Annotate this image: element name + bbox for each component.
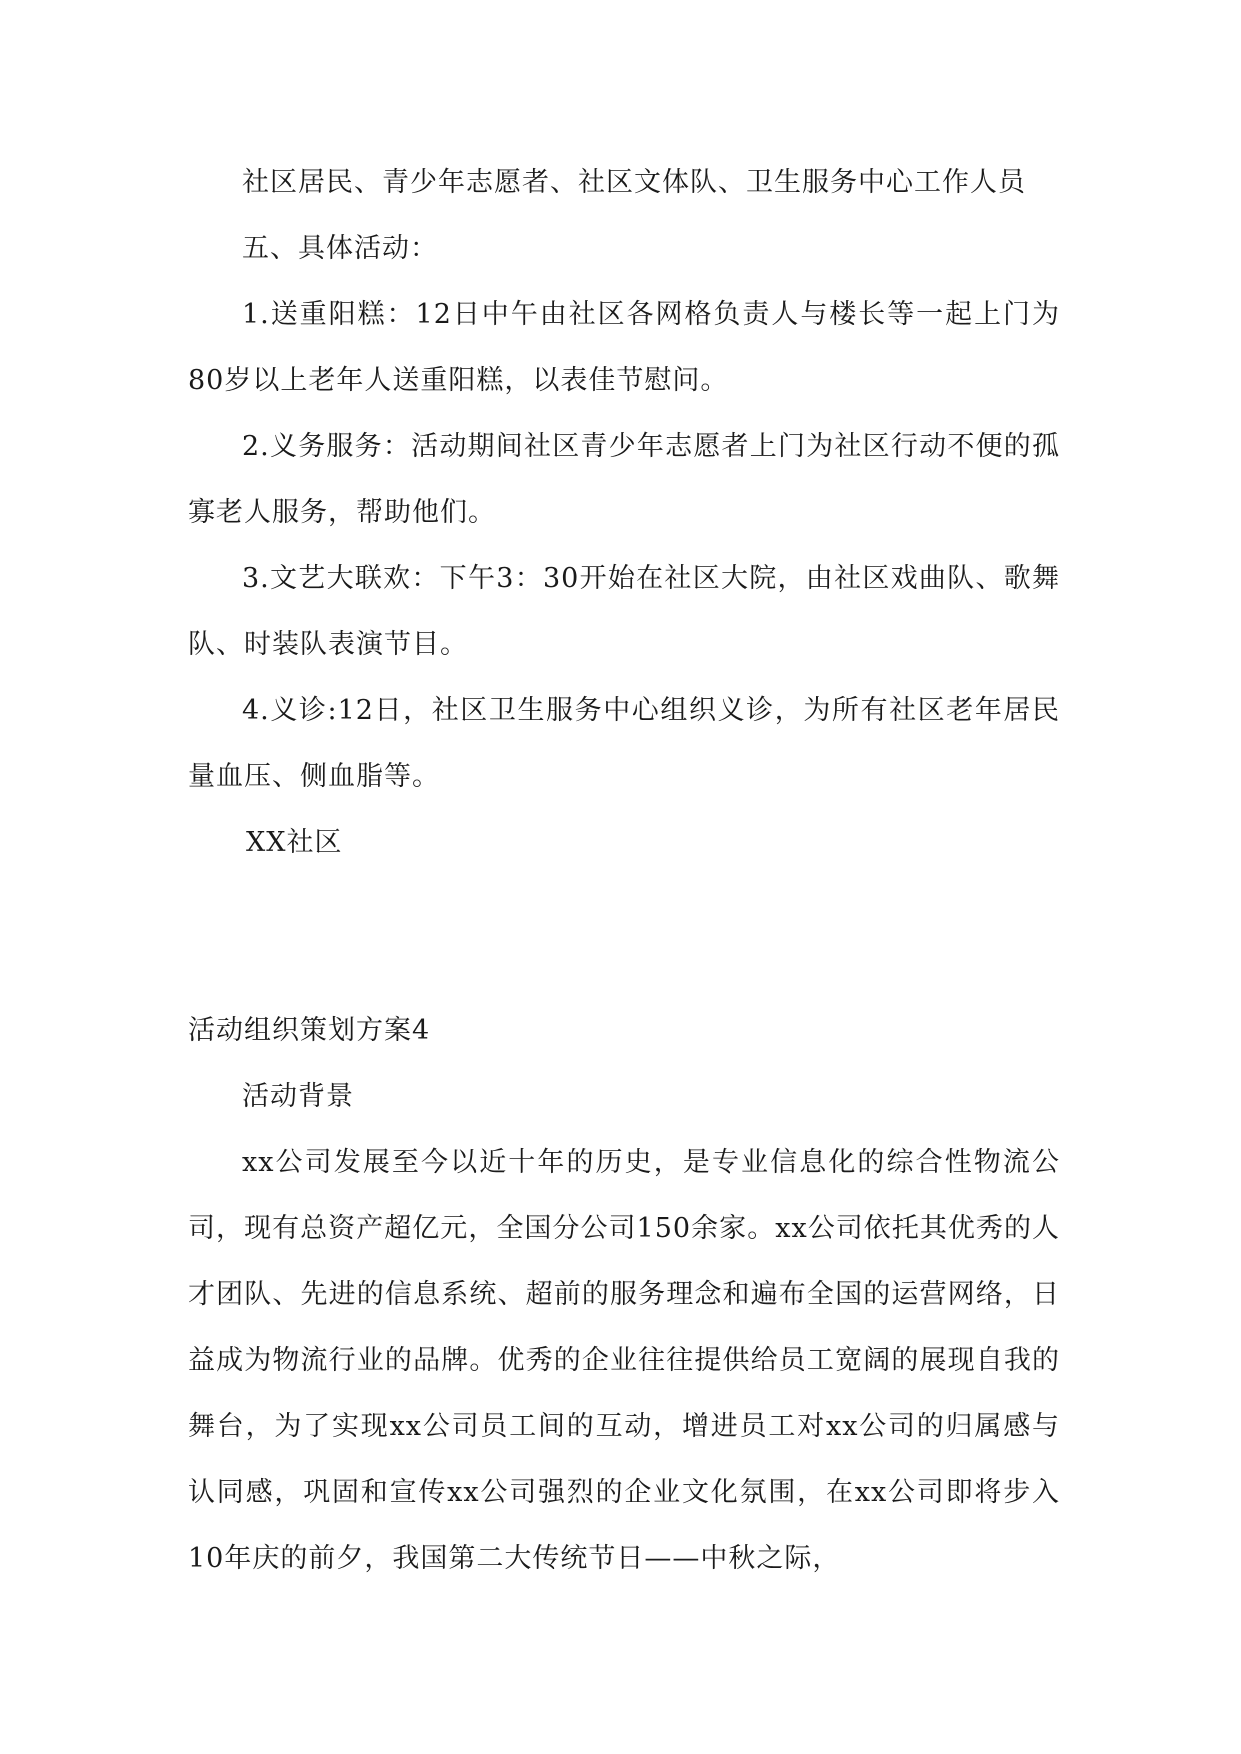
activity-details-section: [188, 150, 1060, 876]
activities-heading: 五、具体活动：: [242, 233, 438, 264]
activity-item-1: 1.送重阳糕：12日中午由社区各网格负责人与楼长等一起上门为80岁以上老年人送重阳糕，以表佳节慰问。: [188, 299, 1060, 396]
section-subheading: 活动背景: [242, 1081, 354, 1112]
activity-item-3: 3.文艺大联欢：下午3：30开始在社区大院，由社区戏曲队、歌舞队、时装队表演节目。: [188, 563, 1060, 660]
plan-four-section: [188, 998, 1060, 1592]
participants-line: 社区居民、青少年志愿者、社区文体队、卫生服务中心工作人员: [242, 167, 1026, 198]
signature-line: XX社区: [246, 827, 343, 858]
section-title: 活动组织策划方案4: [188, 1015, 431, 1046]
activity-item-4: 4.义诊:12日，社区卫生服务中心组织义诊，为所有社区老年居民量血压、侧血脂等。: [188, 695, 1060, 792]
activity-item-2: 2.义务服务：活动期间社区青少年志愿者上门为社区行动不便的孤寡老人服务，帮助他们。: [188, 431, 1060, 528]
background-paragraph: xx公司发展至今以近十年的历史，是专业信息化的综合性物流公司，现有总资产超亿元，全国分公司150余家。xx公司依托其优秀的人才团队、先进的信息系统、超前的服务理念和遍布全国的运营网络，日益成为物流行业的品牌。优秀的企业往往提供给员工宽阔的展现自我的舞台，为了实现xx公司员工间的互动，增进员工对xx公司的归属感与认同感，巩固和宣传xx公司强烈的企业文化氛围，在xx公司即将步入10年庆的前夕，我国第二大传统节日——中秋之际，: [188, 1147, 1060, 1574]
